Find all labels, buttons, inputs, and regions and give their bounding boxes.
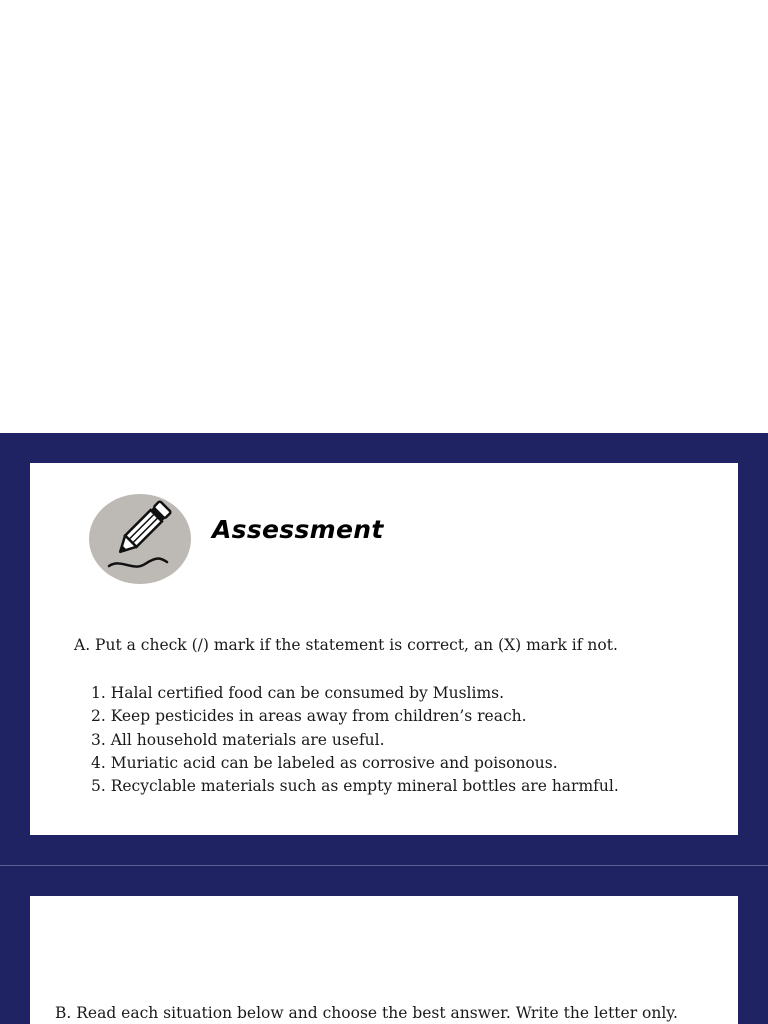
slide-card [30, 463, 738, 835]
slide-assessment-a [0, 433, 768, 865]
list-item: 2. Keep pesticides in areas away from children’s reach. [91, 707, 527, 726]
pencil-icon-badge [89, 494, 191, 584]
instruction-b: B. Read each situation below and choose the best answer. Write the letter only. [55, 1004, 678, 1022]
list-item: 3. All household materials are useful. [91, 730, 385, 749]
list-item: 4. Muriatic acid can be labeled as corrosive and poisonous. [91, 753, 558, 772]
page-title: Assessment [212, 515, 384, 544]
slide-card [30, 896, 738, 1024]
slide-assessment-b [0, 866, 768, 1024]
list-item: 1. Halal certified food can be consumed by Muslims. [91, 684, 505, 702]
list-item: 5. Recyclable materials such as empty mineral bottles are harmful. [91, 777, 619, 796]
pencil-icon [89, 494, 191, 584]
statement-list [91, 682, 619, 798]
instruction-a: A. Put a check (/) mark if the statement is correct, an (X) mark if not. [74, 636, 618, 654]
